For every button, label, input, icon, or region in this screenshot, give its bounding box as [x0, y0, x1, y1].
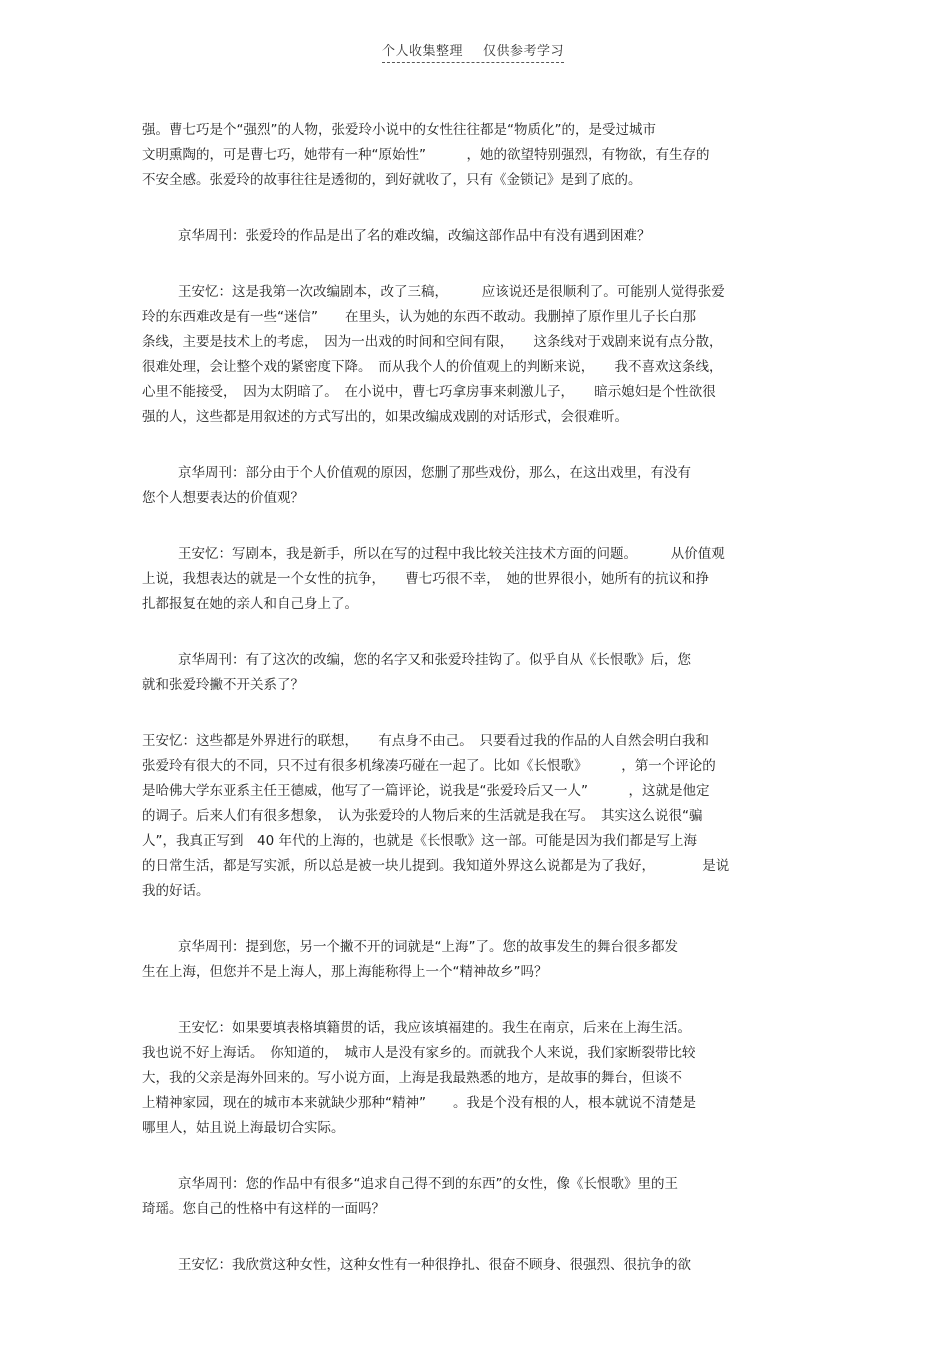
text-line: 琦瑶。您自己的性格中有这样的一面吗？: [142, 1201, 385, 1217]
paragraph: [142, 1016, 810, 1141]
text-line: 大，我的父亲是海外回来的。写小说方面，上海是我最熟悉的地方，是故事的舞台，但谈不: [142, 1070, 682, 1086]
paragraph: [142, 118, 810, 193]
header-left-text: 个人收集整理: [382, 44, 464, 59]
page-header: [382, 40, 564, 63]
paragraph: [142, 280, 810, 430]
paragraph: [142, 1172, 810, 1222]
paragraph: [142, 1253, 810, 1278]
text-line: 我也说不好上海话。 你知道的， 城市人是没有家乡的。而就我个人来说，我们家断裂带比较: [142, 1045, 696, 1061]
text-line: 京华周刊：提到您，另一个撇不开的词就是“上海”了。您的故事发生的舞台很多都发: [178, 939, 678, 955]
text-line: 很难处理，会让整个戏的紧密度下降。 而从我个人的价值观上的判断来说， 我不喜欢这条线，: [142, 359, 723, 375]
text-line: 强。曹七巧是个“强烈”的人物，张爱玲小说中的女性往往都是“物质化”的，是受过城市: [142, 122, 656, 138]
text-line: 上说，我想表达的就是一个女性的抗争， 曹七巧很不幸， 她的世界很小，她所有的抗议和挣: [142, 571, 709, 587]
text-line: 京华周刊：部分由于个人价值观的原因，您删了那些戏份，那么，在这出戏里，有没有: [178, 465, 691, 481]
text-line: 就和张爱玲撇不开关系了？: [142, 677, 304, 693]
text-line: 文明熏陶的，可是曹七巧，她带有一种“原始性” ，她的欲望特别强烈，有物欲，有生存的: [142, 147, 710, 163]
text-line: 您个人想要表达的价值观？: [142, 490, 304, 506]
text-line: 人”，我真正写到 40 年代的上海的，也就是《长恨歌》这一部。可能是因为我们都是写上海: [142, 833, 697, 849]
text-line: 生在上海，但您并不是上海人，那上海能称得上一个“精神故乡”吗？: [142, 964, 548, 980]
text-line: 王安忆：我欣赏这种女性，这种女性有一种很挣扎、很奋不顾身、很强烈、很抗争的欲: [178, 1257, 691, 1273]
text-line: 京华周刊：张爱玲的作品是出了名的难改编，改编这部作品中有没有遇到困难？: [178, 228, 651, 244]
document-body: [142, 118, 810, 1309]
text-line: 王安忆：这些都是外界进行的联想， 有点身不由己。 只要看过我的作品的人自然会明白我和: [142, 733, 709, 749]
text-line: 王安忆：写剧本，我是新手，所以在写的过程中我比较关注技术方面的问题。 从价值观: [178, 546, 725, 562]
text-line: 不安全感。张爱玲的故事往往是透彻的，到好就收了，只有《金锁记》是到了底的。: [142, 172, 642, 188]
text-line: 我的好话。: [142, 883, 210, 899]
text-line: 京华周刊：您的作品中有很多“追求自己得不到的东西”的女性，像《长恨歌》里的王: [178, 1176, 678, 1192]
text-line: 强的人，这些都是用叙述的方式写出的，如果改编成戏剧的对话形式，会很难听。: [142, 409, 628, 425]
text-line: 京华周刊：有了这次的改编，您的名字又和张爱玲挂钩了。似乎自从《长恨歌》后，您: [178, 652, 691, 668]
paragraph: [142, 729, 810, 904]
text-line: 王安忆：这是我第一次改编剧本，改了三稿， 应该说还是很顺利了。可能别人觉得张爱: [178, 284, 725, 300]
paragraph: [142, 935, 810, 985]
text-line: 哪里人，姑且说上海最切合实际。: [142, 1120, 345, 1136]
paragraph: [142, 224, 810, 249]
text-line: 上精神家园，现在的城市本来就缺少那种“精神” 。我是个没有根的人，根本就说不清楚是: [142, 1095, 696, 1111]
text-line: 的日常生活，都是写实派，所以总是被一块儿提到。我知道外界这么说都是为了我好， 是说: [142, 858, 730, 874]
text-line: 玲的东西难改是有一些“迷信” 在里头，认为她的东西不敢动。我删掉了原作里儿子长白那: [142, 309, 696, 325]
text-line: 张爱玲有很大的不同，只不过有很多机缘凑巧碰在一起了。比如《长恨歌》 ，第一个评论的: [142, 758, 716, 774]
text-line: 王安忆：如果要填表格填籍贯的话，我应该填福建的。我生在南京，后来在上海生活。: [178, 1020, 691, 1036]
text-line: 条线，主要是技术上的考虑， 因为一出戏的时间和空间有限， 这条线对于戏剧来说有点分散，: [142, 334, 723, 350]
paragraph: [142, 461, 810, 511]
paragraph: [142, 648, 810, 698]
text-line: 心里不能接受， 因为太阴暗了。 在小说中，曹七巧拿房事来刺激儿子， 暗示媳妇是个性欲很: [142, 384, 716, 400]
text-line: 扎都报复在她的亲人和自己身上了。: [142, 596, 358, 612]
header-right-text: 仅供参考学习: [483, 44, 565, 59]
text-line: 的调子。后来人们有很多想象， 认为张爱玲的人物后来的生活就是我在写。 其实这么说很“骗: [142, 808, 703, 824]
paragraph: [142, 542, 810, 617]
text-line: 是哈佛大学东亚系主任王德威，他写了一篇评论，说我是“张爱玲后又一人” ，这就是他定: [142, 783, 710, 799]
